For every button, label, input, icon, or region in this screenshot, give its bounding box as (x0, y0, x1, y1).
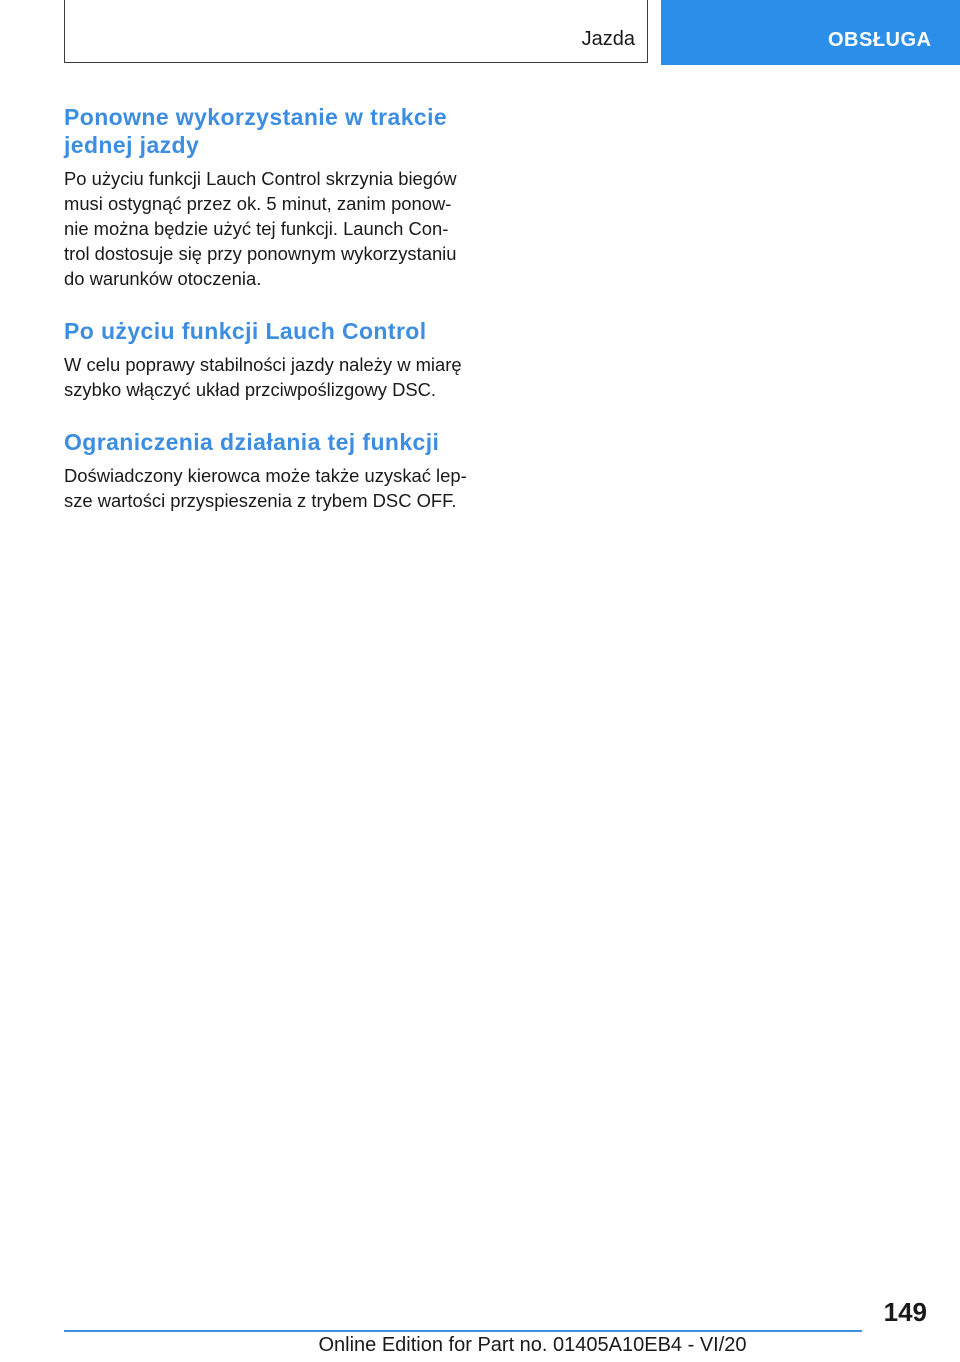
section-heading: Ograniczenia działania tej funkcji (64, 429, 440, 455)
chapter-tab: OBSŁUGA (661, 0, 960, 65)
section-paragraph: Po użyciu funkcji Lauch Control skrzynia biegów musi ostygnąć przez ok. 5 minut, zanim ponow- nie można będzie użyć tej funkcji. Launch Con- trol dostosuje się przy ponownym wykorzystaniu do warunków otoczenia. (64, 168, 457, 289)
header-frame (64, 0, 648, 63)
footer-divider (64, 1330, 862, 1332)
section-title: Jazda (581, 28, 635, 50)
section-heading: Ponowne wykorzystanie w trakcie jednej jazdy (64, 104, 448, 158)
page-content (64, 103, 484, 513)
section-after-use (64, 317, 484, 402)
page-number: 149 (883, 1297, 927, 1327)
section-paragraph: Doświadczony kierowca może także uzyskać lep- sze wartości przyspieszenia z trybem DSC OFF. (64, 465, 467, 511)
edition-note: Online Edition for Part no. 01405A10EB4 - VI/20 (318, 1334, 747, 1356)
section-heading: Po użyciu funkcji Lauch Control (64, 318, 427, 344)
section-reuse (64, 103, 484, 291)
section-paragraph: W celu poprawy stabilności jazdy należy w miarę szybko włączyć układ przciwpoślizgowy DSC. (64, 354, 462, 400)
section-limitations (64, 428, 484, 513)
